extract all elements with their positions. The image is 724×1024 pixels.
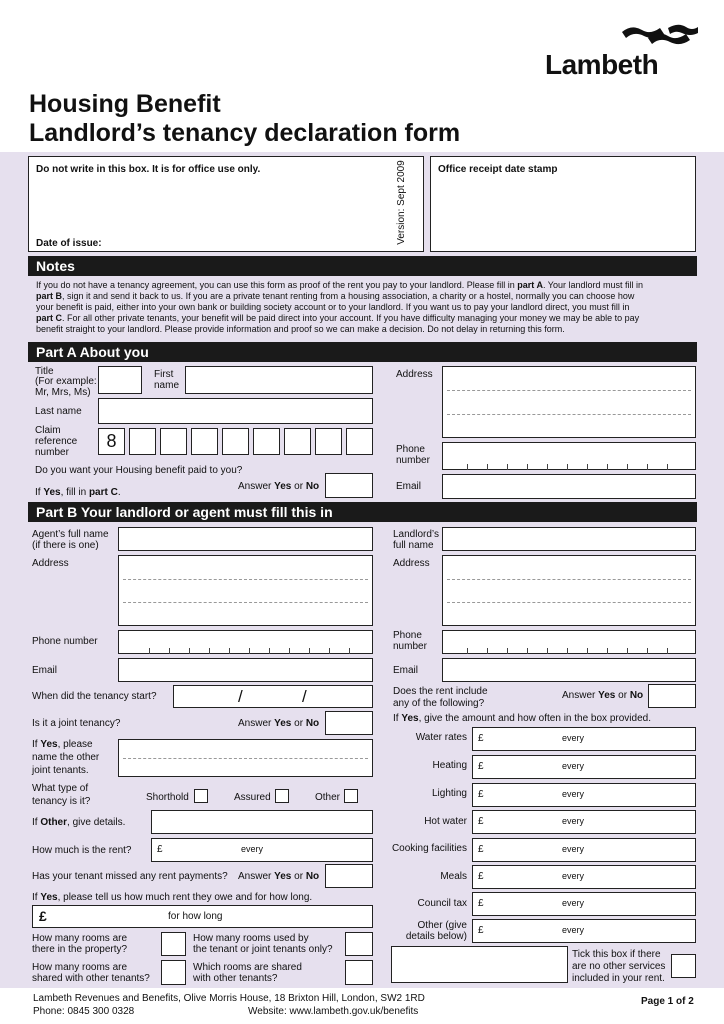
joint-names-1b: Yes [40,739,58,750]
other-checkbox[interactable] [344,789,358,803]
other-details-textarea[interactable] [391,946,568,983]
notes-p1a: If you do not have a tenancy agreement, you can use this form as proof of the rent you pay to your landlord. Please fill in [36,280,518,290]
tick [667,464,668,470]
tick [567,464,568,470]
footer-address: Lambeth Revenues and Benefits, Olive Morris House, 18 Brixton Hill, London, SW2 1RD [33,993,425,1004]
answer-or: or [291,481,306,492]
service-heating-input[interactable] [472,755,696,779]
claim-label-3: number [35,447,69,458]
tick [487,464,488,470]
tick [587,464,588,470]
for-how-long-label: for how long [168,911,223,922]
tick [667,648,668,654]
form-title-line1: Housing Benefit [29,90,221,118]
address-label: Address [396,369,433,380]
tick [567,648,568,654]
service-cooking-label: Cooking facilities [391,843,467,854]
date-separator: / [302,687,307,706]
assured-label: Assured [234,792,271,803]
if-yes-part-c-e: . [117,487,121,498]
agent-name-label-1: Agent’s full name [32,529,109,540]
rent-amount-label: How much is the rent? [32,845,132,856]
agent-phone-input[interactable] [118,630,373,654]
joint-tenancy-label: Is it a joint tenancy? [32,718,121,729]
tick [627,648,628,654]
phone-input[interactable] [442,442,696,470]
if-yes-part-c-c: , fill in [60,487,89,498]
answer-no: No [629,690,644,701]
agent-address-label: Address [32,558,69,569]
phone-label-1: Phone [396,444,425,455]
footer-website: Website: www.lambeth.gov.uk/benefits [248,1006,419,1017]
claim-digit-input[interactable] [222,428,249,455]
agent-phone-label: Phone number [32,636,98,647]
service-meals-label: Meals [440,871,467,882]
part-a-heading: Part A About you [28,342,697,362]
paid-question: Do you want your Housing benefit paid to you? [35,465,243,476]
phone-label-2: number [396,455,430,466]
pound-sign: £ [478,761,484,772]
service-lighting-label: Lighting [431,788,467,799]
service-hot-water-input[interactable] [472,810,696,834]
tenancy-type-label-2: tenancy is it? [32,796,91,807]
if-yes-part-c [35,487,121,498]
if-yes-part-c-a: If [35,487,44,498]
landlord-address-label: Address [393,558,430,569]
service-water-label: Water rates [415,732,467,743]
joint-names-label-1 [32,739,93,750]
address-line [123,579,368,580]
answer-or: or [291,718,306,729]
rooms-used-input[interactable] [345,932,373,956]
office-use-box [28,156,424,252]
office-use-label: Do not write in this box. It is for office use only. [36,164,261,175]
joint-answer-label [238,718,319,729]
owed-a: If [32,892,41,903]
page-number: Page 1 of 2 [641,996,694,1007]
tick [507,648,508,654]
answer-yes-no-label [238,481,319,492]
pound-sign: £ [478,898,484,909]
first-name-label-2: name [154,380,180,391]
claim-digit-input[interactable] [346,428,373,455]
address-input[interactable] [442,366,696,438]
date-separator: / [238,687,243,706]
which-shared-label-1: Which rooms are shared [193,962,302,973]
form-title-line2: Landlord’s tenancy declaration form [29,119,461,147]
tenancy-start-label: When did the tenancy start? [32,691,157,702]
title-example-2: Mr, Mrs, Ms) [35,387,91,398]
rooms-shared-label-1: How many rooms are [32,962,128,973]
tick-box-label-1: Tick this box if there [572,949,661,960]
landlord-phone-label-2: number [393,641,427,652]
owed-c: , please tell us how much rent they owe and for how long. [57,892,313,903]
tick [149,648,150,654]
tick [607,464,608,470]
answer-no: No [305,871,320,882]
landlord-name-label-2: full name [393,540,434,551]
service-council-tax-label: Council tax [417,898,467,909]
every-label: every [241,844,264,854]
tick [547,464,548,470]
tick [309,648,310,654]
footer-phone: Phone: 0845 300 0328 [33,1006,135,1017]
every-label: every [562,844,585,854]
claim-digit-input[interactable] [191,428,218,455]
tick-box-label-2: are no other services [572,961,666,972]
claim-digit-input[interactable] [160,428,187,455]
missed-payments-input[interactable] [325,864,373,888]
office-receipt-label: Office receipt date stamp [438,164,558,175]
every-label: every [562,816,585,826]
answer-yes: Yes [598,690,616,701]
agent-name-label-2: (if there is one) [32,540,99,551]
tenancy-start-date-input[interactable] [173,685,373,708]
tick [547,648,548,654]
service-hot-water-label: Hot water [424,816,467,827]
tick [527,464,528,470]
pound-sign: £ [478,925,484,936]
notes-p1b: part A [517,280,543,290]
tick [249,648,250,654]
service-water-input[interactable] [472,727,696,751]
tick [467,464,468,470]
pound-sign: £ [478,871,484,882]
if-other-c: , give details. [67,817,126,828]
rent-include-input[interactable] [648,684,696,708]
title-input[interactable] [98,366,142,394]
tick [269,648,270,654]
rent-owed-input[interactable] [32,905,373,928]
landlord-address-input[interactable] [442,555,696,626]
address-line [447,390,691,391]
service-cooking-input[interactable] [472,838,696,862]
last-name-label: Last name [35,406,82,417]
every-label: every [562,761,585,771]
tick [627,464,628,470]
answer-a: Answer [238,718,275,729]
notes-text [36,280,696,335]
service-other-label-2: details below) [405,931,467,942]
claim-digit-prefix: 8 [98,428,125,455]
landlord-phone-input[interactable] [442,630,696,654]
notes-p3: your benefit is paid, either into your own bank or building society account or to your landlord. If you want us to pay your landlord direct, you must fill in [36,302,630,312]
service-other-input[interactable] [472,919,696,943]
pound-sign: £ [478,733,484,744]
if-other-a: If [32,817,41,828]
claim-digit-input[interactable] [315,428,342,455]
assured-checkbox[interactable] [275,789,289,803]
every-label: every [562,733,585,743]
agent-name-input[interactable] [118,527,373,551]
tick [647,648,648,654]
if-other-label [32,817,125,828]
missed-payments-label: Has your tenant missed any rent payments? [32,871,228,882]
service-meals-input[interactable] [472,865,696,889]
other-details-input[interactable] [151,810,373,834]
rent-amount-input[interactable] [151,838,373,862]
which-shared-label-2: with other tenants? [193,973,278,984]
answer-a: Answer [238,481,275,492]
claim-label-2: reference [35,436,78,447]
tenancy-type-label-1: What type of [32,783,89,794]
tick [507,464,508,470]
joint-names-1a: If [32,739,41,750]
notes-p2b: , sign it and send it back to us. If you are a private tenant renting from a housing association, a charity or a hostel, normally you can choose how [62,291,635,301]
answer-or: or [291,871,306,882]
tick [607,648,608,654]
pound-sign: £ [478,816,484,827]
tick [189,648,190,654]
service-lighting-input[interactable] [472,783,696,807]
joint-tenants-input[interactable] [118,739,373,777]
answer-yes: Yes [274,871,292,882]
tick-box-label-3: included in your rent. [572,973,665,984]
every-label: every [562,871,585,881]
notes-p4b: . For all other private tenants, your benefit will be paid direct into your account. If you have difficulty managing your money we may be able to pay [62,313,640,323]
landlord-email-label: Email [393,665,419,676]
tick [289,648,290,654]
owed-b: Yes [40,892,58,903]
agent-address-input[interactable] [118,555,373,626]
answer-or: or [615,690,630,701]
answer-a: Answer [238,871,275,882]
tick [329,648,330,654]
every-label: every [562,925,585,935]
address-line [123,602,368,603]
tick [587,648,588,654]
service-heating-label: Heating [432,760,467,771]
answer-no: No [305,718,320,729]
pound-sign: £ [478,844,484,855]
joint-names-label-3: joint tenants. [32,765,89,776]
landlord-name-input[interactable] [442,527,696,551]
title-example: (For example: [35,376,97,387]
part-b-heading: Part B Your landlord or agent must fill this in [28,502,697,522]
rooms-property-input[interactable] [161,932,186,956]
if-other-b: Other [40,817,68,828]
notes-p2a: part B [36,291,63,301]
agent-email-label: Email [32,665,58,676]
shorthold-checkbox[interactable] [194,789,208,803]
joint-tenancy-input[interactable] [325,711,373,735]
no-other-services-checkbox[interactable] [671,954,696,978]
tick [229,648,230,654]
service-council-tax-input[interactable] [472,892,696,916]
agent-email-input[interactable] [118,658,373,682]
answer-a: Answer [562,690,599,701]
every-label: every [562,898,585,908]
rooms-property-label-1: How many rooms are [32,933,128,944]
every-label: every [562,789,585,799]
rooms-property-label-2: there in the property? [32,944,128,955]
tick [527,648,528,654]
claim-digit-input[interactable] [253,428,280,455]
joint-names-label-2: name the other [32,752,100,763]
title-label: Title [35,366,54,377]
give-amount-c: , give the amount and how often in the box provided. [418,713,651,724]
office-receipt-box [430,156,696,252]
joint-names-1c: , please [57,739,93,750]
which-shared-input[interactable] [345,960,373,985]
claim-digit-input[interactable] [129,428,156,455]
rooms-used-label-1: How many rooms used by [193,933,309,944]
if-yes-part-c-b: Yes [43,487,61,498]
give-amount-label [393,713,651,724]
tick [209,648,210,654]
answer-yes: Yes [274,718,292,729]
tick [349,648,350,654]
first-name-input[interactable] [185,366,373,394]
first-name-label-1: First [154,369,174,380]
rent-include-label-1: Does the rent include [393,686,488,697]
email-label: Email [396,481,422,492]
tick [487,648,488,654]
rooms-used-label-2: the tenant or joint tenants only? [193,944,333,955]
pound-sign: £ [39,908,47,924]
address-line [447,579,691,580]
rooms-shared-input[interactable] [161,960,186,985]
answer-yes: Yes [274,481,292,492]
answer-no: No [305,481,320,492]
if-yes-part-c-d: part C [88,487,118,498]
shorthold-label: Shorthold [146,792,189,803]
version-label: Version: Sept 2009 [395,160,407,245]
notes-p5: benefit straight to your landlord. Please provide information and proof so we can make a decision. Do not delay in returning this form. [36,324,565,334]
service-other-label-1: Other (give [417,920,467,931]
landlord-phone-label-1: Phone [393,630,422,641]
pound-sign: £ [157,844,163,855]
claim-digit-input[interactable] [284,428,311,455]
pound-sign: £ [478,789,484,800]
other-label: Other [315,792,341,803]
claim-label-1: Claim [35,425,61,436]
notes-p1c: . Your landlord must fill in [542,280,644,290]
give-amount-b: Yes [401,713,419,724]
rent-include-answer-label [562,690,643,701]
landlord-email-input[interactable] [442,658,696,682]
rooms-shared-label-2: shared with other tenants? [32,973,150,984]
rent-include-label-2: any of the following? [393,698,485,709]
landlord-name-label-1: Landlord’s [393,529,439,540]
logo-text: Lambeth [545,49,659,80]
joint-tenants-line [123,758,368,759]
tick [647,464,648,470]
rent-owed-label [32,892,312,903]
lambeth-wave-icon [620,24,700,50]
give-amount-a: If [393,713,402,724]
notes-heading: Notes [28,256,697,276]
missed-answer-label [238,871,319,882]
paid-to-you-input[interactable] [325,473,373,498]
address-line [447,602,691,603]
address-line [447,414,691,415]
last-name-input[interactable] [98,398,373,424]
date-of-issue-label: Date of issue: [36,238,102,249]
notes-p4a: part C [36,313,63,323]
email-input[interactable] [442,474,696,499]
tick [467,648,468,654]
tick [169,648,170,654]
